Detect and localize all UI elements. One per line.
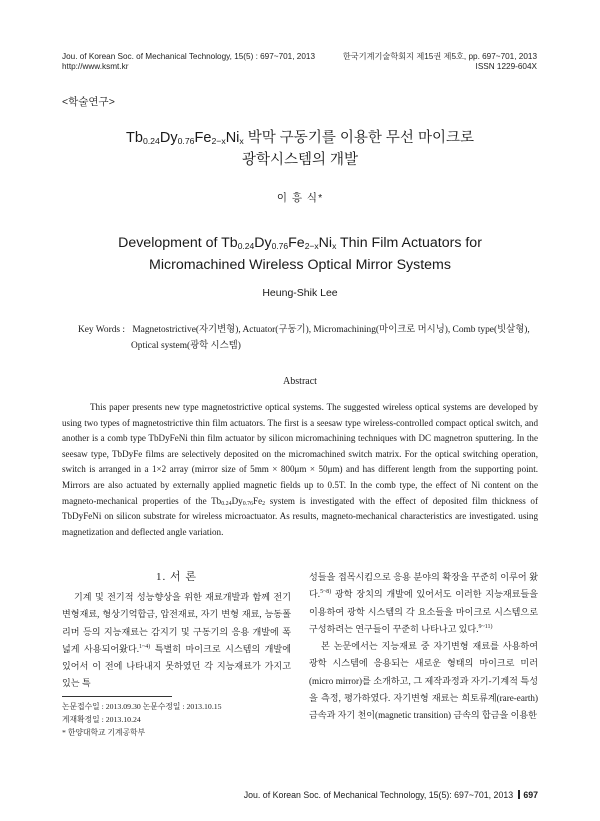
running-header-right <box>343 52 537 72</box>
keywords <box>78 322 548 354</box>
abstract-heading: Abstract <box>283 376 317 387</box>
running-header-left <box>62 52 315 72</box>
received-date: 논문접수일 : 2013.09.30 논문수정일 : 2013.10.15 <box>62 702 222 711</box>
section-title-introduction: 1. 서 론 <box>155 571 197 583</box>
author-english: Heung-Shik Lee <box>262 287 338 299</box>
body-column-right <box>309 569 538 725</box>
footnote-divider <box>62 696 172 697</box>
abstract-body: This paper presents new type magnetostrictive optical systems. The suggested wireless optical systems are developed by using two types of magnetostrictive thin film actuators. The first is a seesaw type wireless-controlled compact optical switch, and another is a comb type TbDyFeNi thin film actuator by silicon micromachining techniques with DC magnetron sputtering. In the seesaw type, TbDyFe films are selectively deposited on the micromachined switch matrix. For the optical switching operation, switch is arranged in a 1×2 array (mirror size of 5mm × 800μm × 50μm) and has different length from the supporting point. Mirrors are also actuated by externally applied magnetic fields up to 0.5T. In the comb type, the effect of Ni content on the magneto-mechanical properties of the $Tb_{0.24}Dy_{0.76}Fe_2$ system is investigated with the effect of deposited film thickness of TbDyFeNi on silicon substrate for wireless microactuator. As results, magneto-mechanical characteristics are investigated. using magnetization and deflected angle variation. <box>62 402 538 537</box>
journal-citation-ko: 한국기계기술학회지 제15권 제5호, pp. 697~701, 2013 <box>342 52 537 61</box>
issn: ISSN 1229-604X <box>475 62 537 71</box>
title-korean-line1: $Tb_{0.24}Dy_{0.76}Fe_{2-x}Ni_x$ 박막 구동기를 이용한 무선 마이크로 <box>126 130 474 147</box>
paragraph: 성들을 접목시킴으로 응용 분야의 확장을 꾸준히 이루어 왔다.$^{5\sim 8)}$ 광학 장치의 개발에 있어서도 이러한 지능재료들을 이용하여 광학 시스템의 각 요소들을 마이크로 시스템으로 구성하려는 연구들이 꾸준히 나타나고 있다.$^{9\sim 11)}$ <box>309 572 538 634</box>
title-english <box>0 232 600 276</box>
paragraph: 기계 및 전기적 성능향상을 위한 재료개발과 함께 전기변형재료, 형상기억합금, 압전재료, 자기 변형 재료, 능동폴리머 등의 지능재료는 감지기 및 구동기의 응용 개발에 폭넓게 사용되어왔다.$^{1\sim 4)}$ 특별히 마이크로 시스템의 개발에 있어서 이 전에 나타내지 못하였던 각 지능재료가 가지고 있는 특 <box>62 592 292 689</box>
journal-citation: Jou. of Korean Soc. of Mechanical Technology, 15(5) : 697~701, 2013 <box>62 52 315 61</box>
title-english-line2: Micromachined Wireless Optical Mirror Systems <box>149 257 451 273</box>
keywords-line2: Optical system(광학 시스템) <box>131 341 241 351</box>
page-footer <box>244 790 538 800</box>
citation-ref: 1~4) <box>139 643 151 650</box>
citation-ref: 5~8) <box>320 589 332 596</box>
body-column-left <box>62 589 291 693</box>
journal-url[interactable]: http://www.ksmt.kr <box>62 62 129 71</box>
footer-separator <box>518 790 520 799</box>
title-korean <box>0 127 600 171</box>
footer-citation: Jou. of Korean Soc. of Mechanical Technology, 15(5): 697~701, 2013 <box>243 790 514 800</box>
citation-ref: 9~11) <box>478 623 493 630</box>
affiliation: * 한양대학교 기계공학부 <box>62 728 146 737</box>
keywords-line1: Key Words : Magnetostrictive(자기변형), Actuator(구동기), Micromachining(마이크로 머시닝), Comb type(빗살형), <box>78 322 548 338</box>
accepted-date: 게재확정일 : 2013.10.24 <box>62 715 141 724</box>
page-number: 697 <box>523 790 538 800</box>
article-category: <학술연구> <box>62 96 115 108</box>
keywords-label: Key Words : <box>78 325 125 335</box>
footnotes <box>62 700 222 739</box>
title-korean-line2: 광학시스템의 개발 <box>241 152 359 168</box>
paragraph: 본 논문에서는 지능재료 중 자기변형 재료를 사용하여 광학 시스템에 응용되는 새로운 형태의 마이크로 미러(micro mirror)를 소개하고, 그 제작과정과 자기-기계적 특성을 측정, 평가하였다. 자기변형 재료는 희토류계(rare-earth) 금속과 자기 천이(magnetic transition) 금속의 합금을 이용한 <box>309 641 538 721</box>
title-english-line1: Development of $Tb_{0.24}Dy_{0.76}Fe_{2-x}Ni_x$ Thin Film Actuators for <box>118 235 482 252</box>
author-korean: 이 흥 식* <box>276 192 324 204</box>
